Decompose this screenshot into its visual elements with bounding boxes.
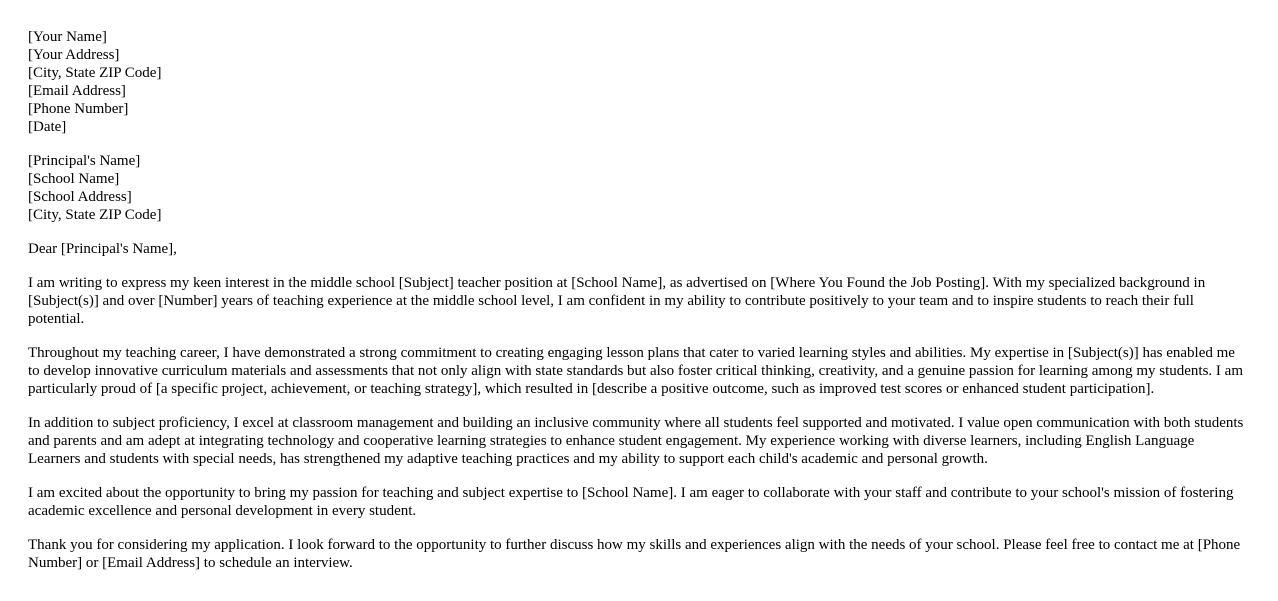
sender-phone: [Phone Number] (28, 101, 129, 117)
recipient-address: [School Address] (28, 189, 132, 205)
paragraph-classroom: In addition to subject proficiency, I excel at classroom management and building an inclusive community where all students feel supported and motivated. I value open communication with both students and parents and am adept at integrating technology and cooperative learning strategies to enhance student engagement. My experience working with diverse learners, including English Language Learners and students with special needs, has strengthened my adaptive teaching practices and my ability to support each child's academic and personal growth. (28, 415, 1244, 467)
recipient-school: [School Name] (28, 171, 120, 187)
sender-block (28, 28, 1244, 136)
cover-letter (28, 28, 1244, 588)
paragraph-closing: Thank you for considering my application. I look forward to the opportunity to further discuss how my skills and experiences align with the needs of your school. Please feel free to contact me at [Phone Number] or [Email Address] to schedule an interview. (28, 537, 1241, 571)
sender-name: [Your Name] (28, 29, 107, 45)
recipient-city-state-zip: [City, State ZIP Code] (28, 207, 162, 223)
paragraph-experience: Throughout my teaching career, I have demonstrated a strong commitment to creating engaging lesson plans that cater to varied learning styles and abilities. My expertise in [Subject(s)] has enabled me to develop innovative curriculum materials and assessments that not only align with state standards but also foster critical thinking, creativity, and a genuine passion for learning among my students. I am particularly proud of [a specific project, achievement, or teaching strategy], which resulted in [describe a positive outcome, such as improved test scores or enhanced student participation]. (28, 345, 1243, 397)
paragraph-excitement: I am excited about the opportunity to bring my passion for teaching and subject expertise to [School Name]. I am eager to collaborate with your staff and contribute to your school's mission of fostering academic excellence and personal development in every student. (28, 485, 1234, 519)
sender-email: [Email Address] (28, 83, 126, 99)
sender-city-state-zip: [City, State ZIP Code] (28, 65, 162, 81)
recipient-block (28, 152, 1244, 224)
sender-address: [Your Address] (28, 47, 120, 63)
salutation: Dear [Principal's Name], (28, 241, 177, 257)
letter-date: [Date] (28, 119, 67, 135)
recipient-name: [Principal's Name] (28, 153, 141, 169)
paragraph-intro: I am writing to express my keen interest in the middle school [Subject] teacher position at [School Name], as advertised on [Where You Found the Job Posting]. With my specialized background in [Subject(s)] and over [Number] years of teaching experience at the middle school level, I am confident in my ability to contribute positively to your team and to inspire students to reach their full potential. (28, 275, 1206, 327)
